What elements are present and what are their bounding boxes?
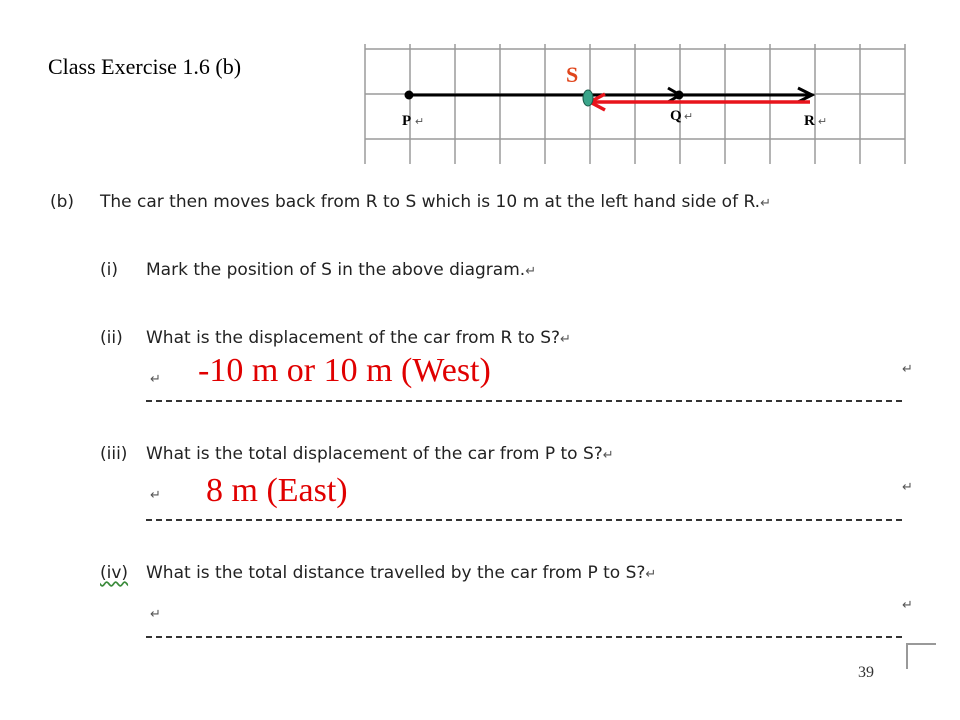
return-mark: ↵ [645, 567, 657, 582]
page-title: Class Exercise 1.6 (b) [48, 54, 242, 79]
return-mark: ↵ [150, 607, 161, 622]
return-mark: ↵ [560, 332, 571, 347]
return-mark: ↵ [760, 196, 771, 211]
label-q: Q [670, 108, 682, 124]
label-p: P [402, 113, 412, 129]
question-ii-content: What is the displacement of the car from R to S? [146, 328, 561, 348]
question-iv-text [146, 563, 656, 583]
question-i-content: Mark the position of S in the above diagram. [146, 260, 526, 280]
question-ii-number: (ii) [100, 328, 123, 348]
part-b-text [100, 192, 771, 212]
part-b-text-content: The car then moves back from R to S which is 10 m at the left hand side of R. [100, 192, 761, 212]
answer-line-iii [146, 519, 902, 521]
return-mark: ↵ [684, 111, 694, 123]
return-mark: ↵ [525, 264, 537, 279]
label-s: S [566, 62, 579, 87]
return-mark: ↵ [415, 116, 425, 128]
answer-ii: -10 m or 10 m (West) [198, 352, 491, 389]
point-p [405, 91, 414, 100]
point-s-marker [583, 90, 593, 106]
part-b-number: (b) [50, 192, 75, 212]
return-mark: ↵ [602, 448, 614, 463]
return-mark: ↵ [902, 362, 913, 377]
point-q [675, 91, 684, 100]
return-mark: ↵ [902, 598, 913, 613]
answer-line-iv [146, 636, 902, 638]
return-mark: ↵ [902, 480, 913, 495]
question-i-text [146, 260, 536, 280]
page-number: 39 [858, 664, 874, 681]
question-i-number: (i) [100, 260, 118, 280]
margin-corner-mark [906, 643, 936, 669]
question-iii-content: What is the total displacement of the car from P to S? [146, 444, 603, 464]
question-iv-content: What is the total distance travelled by the car from P to S? [146, 563, 646, 583]
return-mark: ↵ [150, 372, 161, 387]
answer-iii: 8 m (East) [206, 472, 348, 509]
question-ii-text [146, 328, 571, 348]
question-iv-number: (iv) [100, 563, 129, 583]
grid [365, 44, 905, 164]
return-mark: ↵ [818, 116, 828, 128]
answer-line-ii [146, 400, 902, 402]
return-mark: ↵ [150, 488, 161, 503]
label-r: R [804, 113, 815, 129]
question-iii-number: (iii) [100, 444, 128, 464]
position-diagram [360, 44, 940, 168]
question-iii-text [146, 444, 614, 464]
